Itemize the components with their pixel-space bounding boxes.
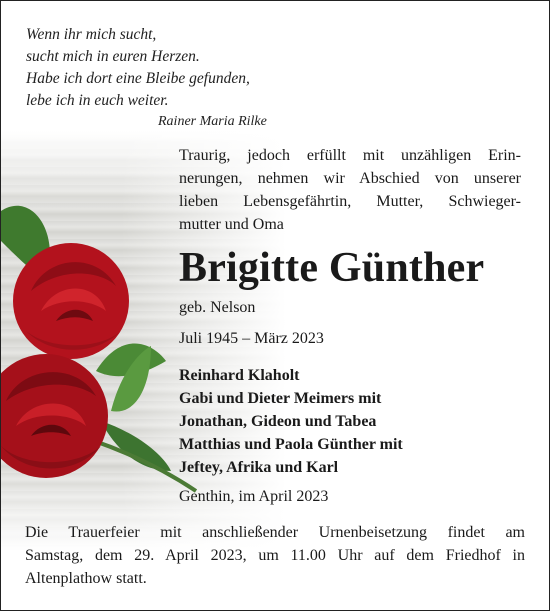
deceased-name: Brigitte Günther xyxy=(179,245,485,291)
mourners-list xyxy=(179,364,403,479)
poem-line: lebe ich in euch weiter. xyxy=(26,92,169,109)
mourner-entry: Matthias und Paola Günther mit xyxy=(179,436,403,453)
intro-line: Traurig, jedoch erfüllt mit unzähligen Erin- xyxy=(179,147,521,164)
ceremony-line: Samstag, dem 29. April 2023, um 11.00 Uhr auf dem Friedhof in xyxy=(25,547,525,564)
ceremony-info xyxy=(25,521,525,590)
mourner-entry: Gabi und Dieter Meimers mit xyxy=(179,390,382,407)
poem-author: Rainer Maria Rilke xyxy=(158,114,267,129)
mourner-entry: Jeftey, Afrika und Karl xyxy=(179,459,339,476)
intro-line: mutter und Oma xyxy=(179,216,284,233)
ceremony-line: Altenplathow statt. xyxy=(25,570,147,587)
ceremony-line: Die Trauerfeier mit anschließender Urnenbeisetzung findet am xyxy=(25,524,525,541)
poem-line: Wenn ihr mich sucht, xyxy=(26,26,157,43)
poem-verse xyxy=(26,24,267,132)
intro-line: nerungen, nehmen wir Abschied von unserer xyxy=(179,170,521,187)
mourner-entry: Jonathan, Gideon und Tabea xyxy=(179,413,377,430)
mourner-entry: Reinhard Klaholt xyxy=(179,367,300,384)
intro-text xyxy=(179,144,521,236)
intro-line: lieben Lebensgefährtin, Mutter, Schwieger- xyxy=(179,193,521,210)
place-and-date: Genthin, im April 2023 xyxy=(179,488,329,505)
poem-line: Habe ich dort eine Bleibe gefunden, xyxy=(26,70,250,87)
red-rose-image xyxy=(1,171,201,501)
birth-name: geb. Nelson xyxy=(179,299,256,316)
poem-line: sucht mich in euren Herzen. xyxy=(26,48,200,65)
life-dates: Juli 1945 – März 2023 xyxy=(179,330,324,347)
